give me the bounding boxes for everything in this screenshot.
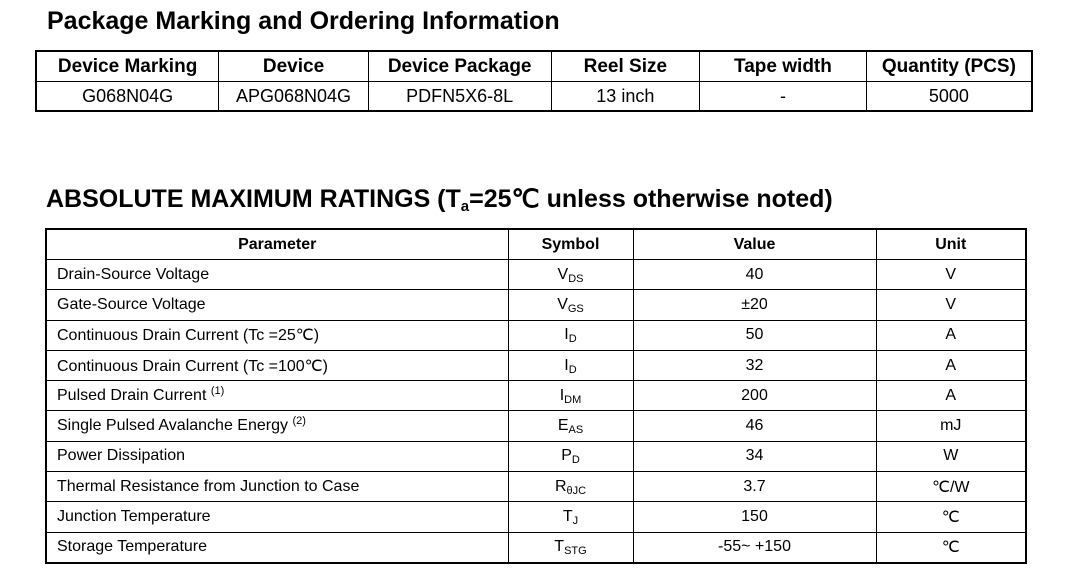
unit-cell: A <box>876 320 1026 350</box>
value-cell: ±20 <box>633 290 876 320</box>
device-package-cell: PDFN5X6-8L <box>368 82 551 112</box>
column-header-parameter: Parameter <box>46 229 508 260</box>
symbol-subscript: AS <box>568 424 584 437</box>
value-cell: 46 <box>633 411 876 441</box>
tape-width-cell: - <box>700 82 867 112</box>
column-header-unit: Unit <box>876 229 1026 260</box>
parameter-cell <box>46 532 508 563</box>
symbol-cell <box>508 472 633 502</box>
symbol-letter: P <box>561 447 572 465</box>
unit-cell: A <box>876 381 1026 411</box>
value-cell: -55~ +150 <box>633 532 876 563</box>
table-row <box>46 350 1026 380</box>
parameter-cell <box>46 290 508 320</box>
parameter-label: Drain-Source Voltage <box>57 265 210 283</box>
column-header-device-marking: Device Marking <box>36 51 219 82</box>
symbol-cell <box>508 381 633 411</box>
ordering-data-row <box>36 82 1032 112</box>
reel-size-cell: 13 inch <box>551 82 700 112</box>
ratings-heading-prefix: ABSOLUTE MAXIMUM RATINGS (T <box>46 185 461 213</box>
parameter-cell <box>46 502 508 532</box>
parameter-cell <box>46 472 508 502</box>
unit-cell: W <box>876 441 1026 471</box>
value-cell: 3.7 <box>633 472 876 502</box>
table-row <box>46 411 1026 441</box>
ratings-table-body <box>46 260 1026 563</box>
table-row <box>46 260 1026 290</box>
ordering-header-row <box>36 51 1032 82</box>
ordering-info-table <box>35 50 1033 112</box>
symbol-cell <box>508 320 633 350</box>
table-row <box>46 532 1026 563</box>
symbol-subscript: D <box>568 363 577 376</box>
symbol-subscript: θJC <box>566 484 587 497</box>
ratings-header-row <box>46 229 1026 260</box>
parameter-label: Continuous Drain Current (Tc =25℃) <box>57 327 320 345</box>
symbol-letter: R <box>554 477 567 495</box>
symbol-subscript: GS <box>567 302 584 315</box>
parameter-cell <box>46 320 508 350</box>
parameter-label: Pulsed Drain Current <box>57 386 207 404</box>
parameter-cell <box>46 350 508 380</box>
symbol-letter: T <box>562 508 573 526</box>
value-cell: 150 <box>633 502 876 532</box>
column-header-device-package: Device Package <box>368 51 551 82</box>
column-header-value: Value <box>633 229 876 260</box>
value-cell: 200 <box>633 381 876 411</box>
column-header-quantity: Quantity (PCS) <box>866 51 1032 82</box>
value-cell: 34 <box>633 441 876 471</box>
symbol-cell <box>508 441 633 471</box>
absolute-maximum-ratings-heading <box>46 184 833 214</box>
symbol-cell <box>508 350 633 380</box>
footnote-marker: (2) <box>292 415 306 428</box>
unit-cell: V <box>876 290 1026 320</box>
ratings-heading-suffix: =25℃ unless otherwise noted) <box>469 185 833 213</box>
parameter-cell <box>46 411 508 441</box>
parameter-cell <box>46 441 508 471</box>
value-cell: 32 <box>633 350 876 380</box>
parameter-label: Continuous Drain Current (Tc =100℃) <box>57 357 328 375</box>
device-cell: APG068N04G <box>219 82 369 112</box>
symbol-subscript: DM <box>564 393 582 406</box>
parameter-label: Junction Temperature <box>57 508 211 526</box>
ratings-heading-subscript: a <box>460 198 470 215</box>
column-header-reel-size: Reel Size <box>551 51 700 82</box>
unit-cell: mJ <box>876 411 1026 441</box>
unit-cell: ℃ <box>876 532 1026 563</box>
quantity-cell: 5000 <box>866 82 1032 112</box>
table-row <box>46 381 1026 411</box>
symbol-cell <box>508 502 633 532</box>
unit-cell: A <box>876 350 1026 380</box>
symbol-cell <box>508 260 633 290</box>
symbol-subscript: J <box>572 515 579 528</box>
device-marking-cell: G068N04G <box>36 82 219 112</box>
footnote-marker: (1) <box>210 384 225 397</box>
column-header-tape-width: Tape width <box>700 51 867 82</box>
symbol-letter: I <box>564 326 569 344</box>
symbol-letter: T <box>554 538 565 556</box>
parameter-label: Storage Temperature <box>57 538 208 556</box>
value-cell: 50 <box>633 320 876 350</box>
symbol-letter: I <box>564 356 569 374</box>
value-cell: 40 <box>633 260 876 290</box>
symbol-subscript: D <box>571 454 580 467</box>
absolute-maximum-ratings-table <box>45 228 1027 564</box>
column-header-symbol: Symbol <box>508 229 633 260</box>
parameter-label: Power Dissipation <box>57 447 186 465</box>
symbol-letter: E <box>557 417 569 435</box>
unit-cell: V <box>876 260 1026 290</box>
ordering-info-heading: Package Marking and Ordering Information <box>47 7 560 35</box>
table-row <box>46 472 1026 502</box>
symbol-subscript: STG <box>564 545 587 558</box>
symbol-subscript: D <box>568 333 577 346</box>
table-row <box>46 290 1026 320</box>
unit-cell: ℃ <box>876 502 1026 532</box>
table-row <box>46 502 1026 532</box>
symbol-cell <box>508 411 633 441</box>
unit-cell: ℃/W <box>876 472 1026 502</box>
table-row <box>46 320 1026 350</box>
parameter-cell <box>46 381 508 411</box>
parameter-label: Gate-Source Voltage <box>57 295 206 313</box>
symbol-letter: V <box>557 265 569 283</box>
column-header-device: Device <box>219 51 369 82</box>
symbol-letter: I <box>559 386 565 404</box>
symbol-letter: V <box>557 295 568 313</box>
symbol-subscript: DS <box>568 272 584 285</box>
parameter-label: Single Pulsed Avalanche Energy <box>57 417 288 435</box>
parameter-label: Thermal Resistance from Junction to Case <box>57 477 360 495</box>
table-row <box>46 441 1026 471</box>
parameter-cell <box>46 260 508 290</box>
symbol-cell <box>508 532 633 563</box>
symbol-cell <box>508 290 633 320</box>
